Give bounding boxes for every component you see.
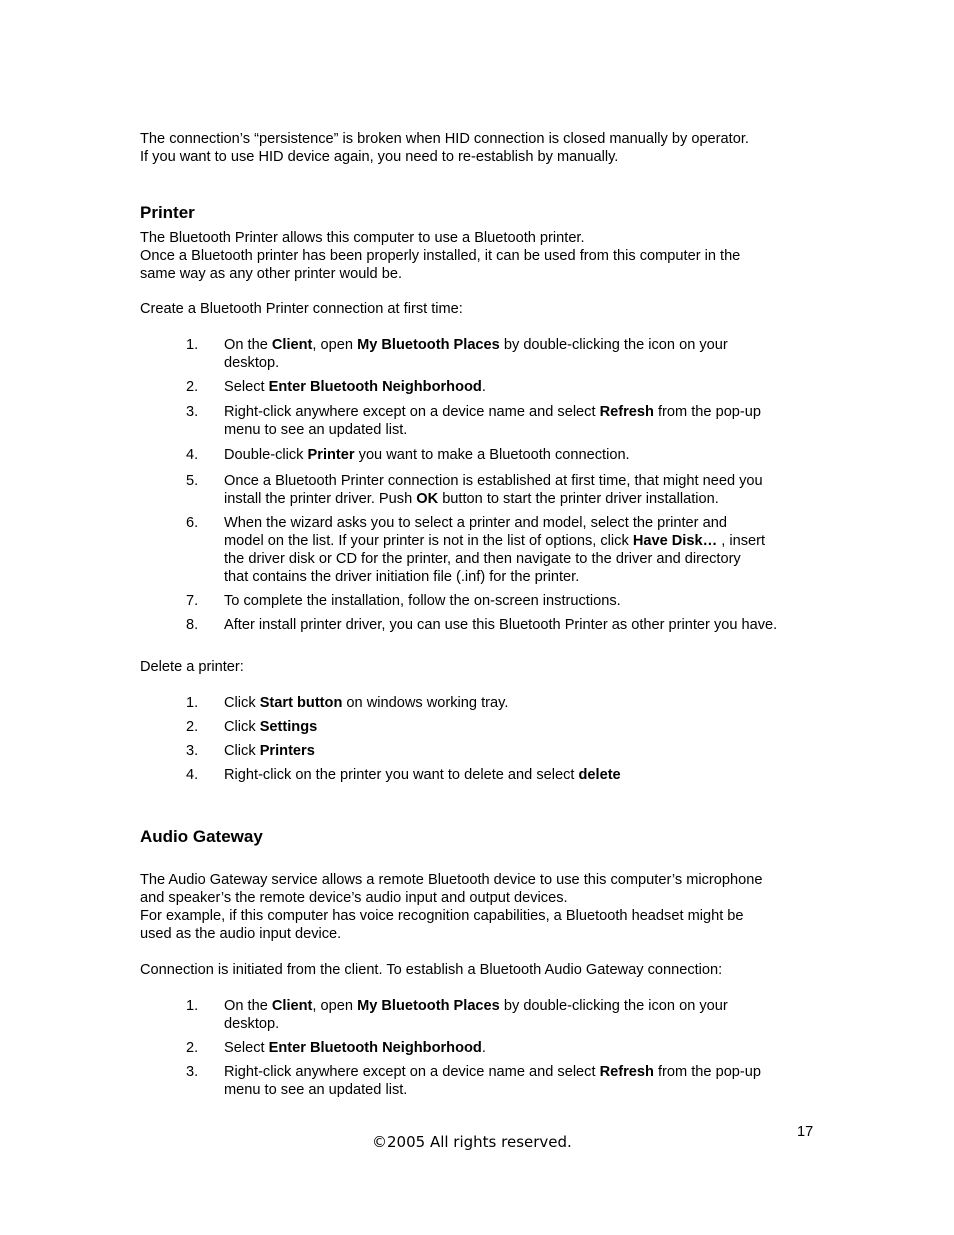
list-item-text [224,446,630,464]
list-item-text [224,694,508,712]
text-run: desktop. [224,1016,280,1032]
bold-text: Enter Bluetooth Neighborhood [268,379,482,395]
list-item-text [224,592,621,610]
audio-desc-line-3: For example, if this computer has voice recognition capabilities, a Bluetooth headset might be [140,908,744,924]
audio-desc-line-4: used as the audio input device. [140,926,342,942]
text-run: , open [312,337,358,353]
text-run: Select [224,1040,269,1056]
text-run: install the printer driver. Push [224,491,417,507]
text-run: Right-click anywhere except on a device name and select [224,1064,600,1080]
bold-text: Printer [307,447,355,463]
text-run: When the wizard asks you to select a printer and model, select the printer and [224,515,727,531]
list-item-text [224,472,763,508]
text-run: Select [224,379,269,395]
create-printer-label: Create a Bluetooth Printer connection at first time: [140,301,463,317]
printer-desc-line-1: The Bluetooth Printer allows this computer to use a Bluetooth printer. [140,230,585,246]
list-item-text [224,616,777,634]
bold-text: Printers [259,743,315,759]
list-number: 2. [186,719,199,735]
list-item-text [224,1063,761,1099]
text-run: menu to see an updated list. [224,422,408,438]
bold-text: Client [271,337,313,353]
text-run: Double-click [224,447,308,463]
list-number: 5. [186,473,199,489]
list-number: 1. [186,695,199,711]
text-run: , open [312,998,358,1014]
list-item-text [224,1039,486,1057]
text-run: On the [224,337,272,353]
text-run: Once a Bluetooth Printer connection is established at first time, that might need you [224,473,763,489]
list-number: 4. [186,447,199,463]
printer-desc-line-2: Once a Bluetooth printer has been properly installed, it can be used from this computer in the [140,248,741,264]
audio-desc-line-2: and speaker’s the remote device’s audio input and output devices. [140,890,568,906]
printer-heading: Printer [140,203,195,222]
text-run: Click [224,695,260,711]
list-item-text [224,997,728,1033]
list-number: 2. [186,379,199,395]
text-run: from the pop-up [653,404,762,420]
text-run: Right-click anywhere except on a device name and select [224,404,600,420]
text-run: . [481,1040,486,1056]
bold-text: Start button [259,695,343,711]
list-number: 3. [186,404,199,420]
list-item-text [224,403,761,439]
text-run: by double-clicking the icon on your [499,998,728,1014]
text-run: from the pop-up [653,1064,762,1080]
bold-text: Client [271,998,313,1014]
list-item-text [224,718,317,736]
bold-text: Settings [259,719,318,735]
list-number: 8. [186,617,199,633]
intro-line-1: The connection’s “persistence” is broken when HID connection is closed manually by operator. [140,131,749,147]
list-number: 2. [186,1040,199,1056]
printer-desc-line-3: same way as any other printer would be. [140,266,403,282]
text-run: . [481,379,486,395]
audio-desc-line-1: The Audio Gateway service allows a remote Bluetooth device to use this computer’s microphone [140,872,763,888]
text-run: On the [224,998,272,1014]
text-run: the driver disk or CD for the printer, and then navigate to the driver and directory [224,551,741,567]
bold-text: Refresh [599,404,654,420]
bold-text: Enter Bluetooth Neighborhood [268,1040,482,1056]
text-run: desktop. [224,355,280,371]
list-number: 4. [186,767,199,783]
audio-connect-label: Connection is initiated from the client. To establish a Bluetooth Audio Gateway connection: [140,962,723,978]
intro-line-2: If you want to use HID device again, you need to re-establish by manually. [140,149,619,165]
list-number: 1. [186,998,199,1014]
delete-printer-label: Delete a printer: [140,659,244,675]
text-run: on windows working tray. [342,695,509,711]
text-run: Right-click on the printer you want to delete and select [224,767,579,783]
copyright-footer: ©2005 All rights reserved. [372,1133,572,1151]
text-run: To complete the installation, follow the on-screen instructions. [224,593,621,609]
page-number: 17 [797,1124,814,1140]
bold-text: Refresh [599,1064,654,1080]
list-item-text [224,514,765,586]
text-run: that contains the driver initiation file (.inf) for the printer. [224,569,580,585]
list-number: 7. [186,593,199,609]
text-run: by double-clicking the icon on your [499,337,728,353]
text-run: menu to see an updated list. [224,1082,408,1098]
list-item-text [224,766,621,784]
bold-text: My Bluetooth Places [357,998,500,1014]
text-run: After install printer driver, you can use this Bluetooth Printer as other printer you have. [224,617,778,633]
text-run: model on the list. If your printer is not in the list of options, click [224,533,633,549]
list-number: 6. [186,515,199,531]
text-run: you want to make a Bluetooth connection. [354,447,630,463]
bold-text: delete [578,767,621,783]
list-item-text [224,742,315,760]
list-item-text [224,378,486,396]
audio-gateway-heading: Audio Gateway [140,827,263,846]
text-run: Click [224,719,260,735]
list-item-text [224,336,728,372]
list-number: 1. [186,337,199,353]
list-number: 3. [186,1064,199,1080]
list-number: 3. [186,743,199,759]
bold-text: Have Disk… [632,533,718,549]
text-run: button to start the printer driver installation. [438,491,719,507]
text-run: Click [224,743,260,759]
bold-text: My Bluetooth Places [357,337,500,353]
text-run: , insert [717,533,766,549]
bold-text: OK [416,491,439,507]
